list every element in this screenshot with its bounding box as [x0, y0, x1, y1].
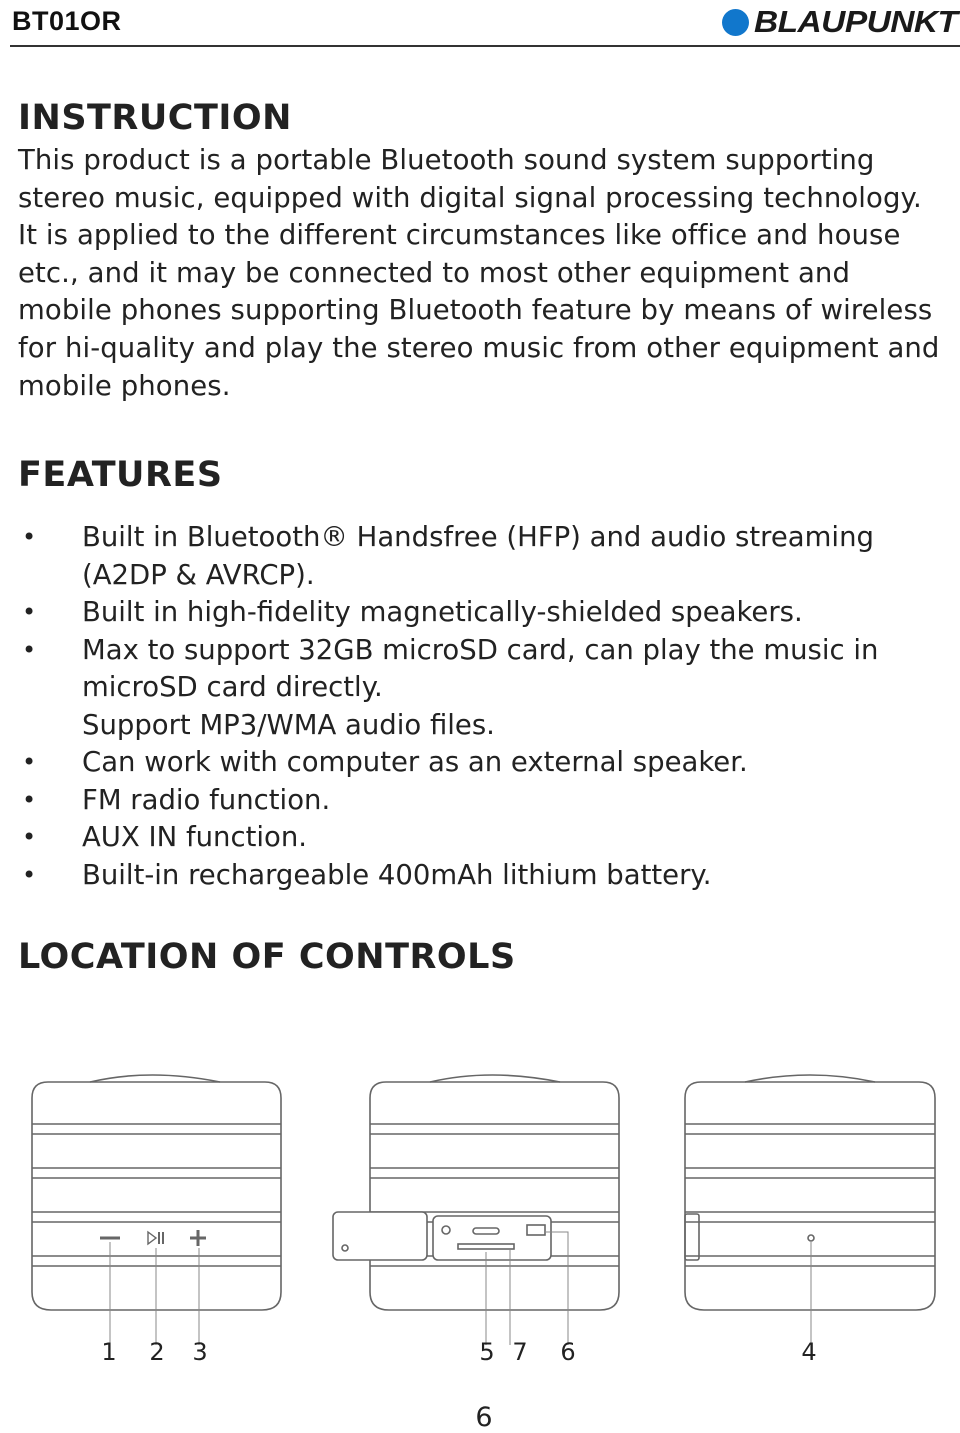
bullet: • — [22, 523, 37, 551]
model-number: BT01OR — [12, 6, 122, 36]
callout-4: 4 — [801, 1338, 817, 1366]
list-item — [0, 819, 960, 857]
brand-name: BLAUPUNKT — [753, 4, 958, 39]
header-rule — [10, 45, 960, 47]
feature-text: Built in high-fidelity magnetically-shielded speakers. — [82, 596, 803, 628]
list-item — [0, 519, 960, 594]
features-heading: FEATURES — [18, 455, 223, 495]
brand-logo — [722, 4, 958, 40]
callout-6: 6 — [560, 1338, 576, 1366]
callout-2: 2 — [149, 1338, 165, 1366]
instruction-text: This product is a portable Bluetooth sound system supporting stereo music, equipped with digital signal processing technology. It is applied to the different circumstances like office and house etc., and it may be connected to most other equipment and mobile phones supporting Bluetooth feature by means of wireless for hi-quality and play the stereo music from other equipment and mobile phones. — [18, 144, 940, 402]
brand-dot-icon — [722, 9, 749, 36]
feature-text: Built-in rechargeable 400mAh lithium battery. — [82, 858, 712, 891]
features-list — [0, 519, 960, 894]
list-item — [0, 857, 960, 895]
list-item — [0, 594, 960, 632]
callout-5: 5 — [479, 1338, 495, 1366]
bullet: • — [22, 748, 37, 776]
feature-text: FM radio function. — [82, 783, 331, 816]
bullet: • — [22, 785, 37, 814]
bullet: • — [22, 598, 37, 626]
bullet: • — [22, 823, 37, 851]
controls-diagram — [0, 1060, 960, 1380]
callout-1: 1 — [101, 1338, 117, 1366]
feature-text: Support MP3/WMA audio files. — [82, 708, 495, 741]
bullet: • — [22, 860, 37, 889]
feature-text: Max to support 32GB microSD card, can play the music in microSD card directly. — [82, 633, 879, 703]
list-item — [0, 707, 960, 745]
instruction-heading: INSTRUCTION — [18, 98, 292, 138]
feature-text: Built in Bluetooth® Handsfree (HFP) and audio streaming (A2DP & AVRCP). — [82, 521, 874, 591]
speaker-side-drawing — [333, 1075, 619, 1345]
list-item — [0, 782, 960, 820]
bullet: • — [22, 635, 37, 664]
callout-3: 3 — [192, 1338, 208, 1366]
page-header — [10, 0, 960, 46]
speaker-back-drawing — [685, 1075, 935, 1345]
speaker-front-drawing — [32, 1075, 281, 1345]
feature-text: Can work with computer as an external speaker. — [82, 746, 748, 778]
location-heading: LOCATION OF CONTROLS — [18, 937, 516, 977]
page-number: 6 — [475, 1402, 493, 1433]
list-item — [0, 632, 960, 707]
list-item — [0, 744, 960, 782]
callout-7: 7 — [512, 1338, 528, 1366]
feature-text: AUX IN function. — [82, 821, 308, 853]
